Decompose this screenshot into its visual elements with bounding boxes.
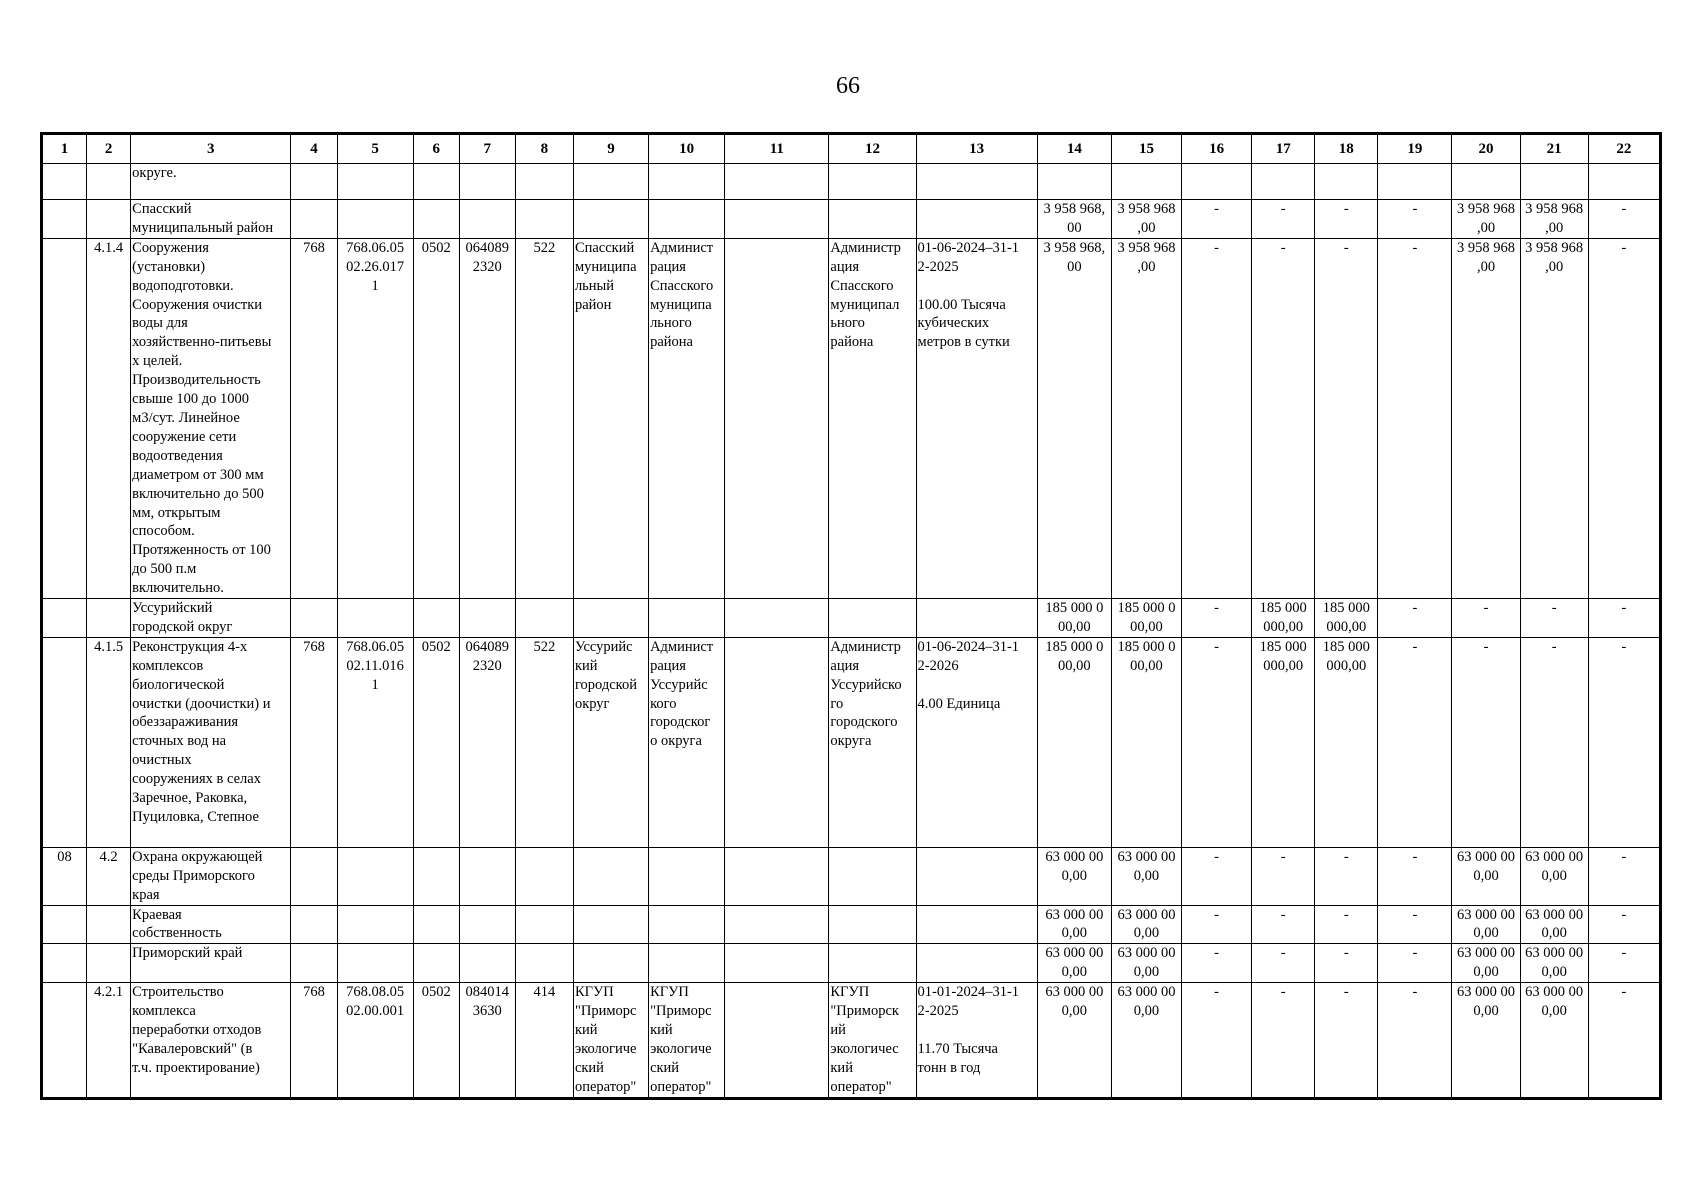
code-cell: 0502	[413, 983, 459, 1098]
developer-cell	[829, 944, 916, 983]
amount-cell: -	[1520, 599, 1588, 638]
amount-cell: 3 958 968 ,00	[1452, 200, 1520, 239]
developer-cell	[829, 200, 916, 239]
item-description: Уссурийский городской округ	[131, 599, 291, 638]
recipient-cell	[573, 200, 648, 239]
amount-cell	[1037, 164, 1111, 200]
amount-cell: -	[1182, 905, 1252, 944]
term-capacity-cell: 01-06-2024–31-1 2-2026 4.00 Единица	[916, 637, 1037, 847]
column-header: 22	[1588, 134, 1660, 164]
amount-cell: -	[1315, 200, 1378, 239]
amount-cell: -	[1315, 905, 1378, 944]
code-cell	[337, 164, 413, 200]
amount-cell: -	[1378, 637, 1452, 847]
code-cell: 768.08.05 02.00.001	[337, 983, 413, 1098]
item-number	[87, 599, 131, 638]
section-code	[42, 637, 87, 847]
term-capacity-cell	[916, 944, 1037, 983]
column-header: 16	[1182, 134, 1252, 164]
amount-cell: 63 000 00 0,00	[1111, 905, 1181, 944]
code-cell	[459, 905, 515, 944]
amount-cell: 63 000 00 0,00	[1520, 847, 1588, 905]
table-row	[42, 983, 1661, 1098]
amount-cell: -	[1252, 944, 1315, 983]
recipient-cell	[573, 944, 648, 983]
table-row	[42, 238, 1661, 598]
customer-cell	[649, 905, 725, 944]
code-cell	[515, 944, 573, 983]
section-code	[42, 238, 87, 598]
developer-cell: Администр ация Спасского муниципал ьного района	[829, 238, 916, 598]
amount-cell: 3 958 968 ,00	[1520, 238, 1588, 598]
code-cell	[459, 599, 515, 638]
amount-cell: 63 000 00 0,00	[1452, 847, 1520, 905]
column-header: 11	[725, 134, 829, 164]
code-cell	[291, 200, 337, 239]
code-cell	[515, 905, 573, 944]
column-header: 4	[291, 134, 337, 164]
table-row	[42, 944, 1661, 983]
code-cell	[291, 847, 337, 905]
amount-cell: 185 000 000,00	[1315, 637, 1378, 847]
code-cell: 414	[515, 983, 573, 1098]
column-header: 18	[1315, 134, 1378, 164]
section-code	[42, 905, 87, 944]
amount-cell: -	[1252, 238, 1315, 598]
item-description: Строительство комплекса переработки отходов "Кавалеровский" (в т.ч. проектирование)	[131, 983, 291, 1098]
amount-cell: -	[1182, 200, 1252, 239]
amount-cell	[1378, 164, 1452, 200]
recipient-cell	[573, 847, 648, 905]
section-code	[42, 983, 87, 1098]
code-cell	[337, 847, 413, 905]
column-header: 12	[829, 134, 916, 164]
header-row	[42, 134, 1661, 164]
code-cell	[459, 847, 515, 905]
amount-cell: -	[1588, 200, 1660, 239]
amount-cell: -	[1588, 983, 1660, 1098]
code-cell: 064089 2320	[459, 238, 515, 598]
amount-cell: -	[1315, 983, 1378, 1098]
column-header: 9	[573, 134, 648, 164]
column-header: 7	[459, 134, 515, 164]
code-cell: 768.06.05 02.11.016 1	[337, 637, 413, 847]
code-cell	[413, 164, 459, 200]
item-number: 4.2	[87, 847, 131, 905]
code-cell	[413, 200, 459, 239]
empty-cell	[725, 983, 829, 1098]
recipient-cell: Уссурийс кий городской округ	[573, 637, 648, 847]
code-cell	[413, 905, 459, 944]
code-cell: 768	[291, 983, 337, 1098]
amount-cell	[1182, 164, 1252, 200]
code-cell: 768	[291, 238, 337, 598]
empty-cell	[725, 944, 829, 983]
amount-cell: 185 000 0 00,00	[1037, 599, 1111, 638]
table-body	[42, 164, 1661, 1099]
item-description: Краевая собственность	[131, 905, 291, 944]
code-cell	[515, 200, 573, 239]
code-cell	[291, 944, 337, 983]
code-cell: 0502	[413, 637, 459, 847]
amount-cell: -	[1588, 944, 1660, 983]
amount-cell: -	[1182, 983, 1252, 1098]
amount-cell: 63 000 00 0,00	[1111, 983, 1181, 1098]
item-number	[87, 944, 131, 983]
recipient-cell	[573, 905, 648, 944]
section-code: 08	[42, 847, 87, 905]
amount-cell: 63 000 00 0,00	[1037, 847, 1111, 905]
code-cell	[291, 905, 337, 944]
table-row	[42, 637, 1661, 847]
amount-cell: 3 958 968, 00	[1037, 238, 1111, 598]
term-capacity-cell: 01-01-2024–31-1 2-2025 11.70 Тысяча тонн в год	[916, 983, 1037, 1098]
amount-cell: 63 000 00 0,00	[1111, 847, 1181, 905]
amount-cell: -	[1378, 983, 1452, 1098]
developer-cell	[829, 905, 916, 944]
item-description: округе.	[131, 164, 291, 200]
amount-cell: -	[1588, 238, 1660, 598]
column-header: 14	[1037, 134, 1111, 164]
amount-cell	[1520, 164, 1588, 200]
code-cell: 064089 2320	[459, 637, 515, 847]
amount-cell: -	[1588, 905, 1660, 944]
item-description: Сооружения (установки) водоподготовки. Сооружения очистки воды для хозяйственно-питьевы х целей. Производительность свыше 100 до 1000 м3/сут. Линейное сооружение сети водоотведения диаметром от 300 мм включительно до 500 мм, открытым способом. Протяженность от 100 до 500 п.м включительно.	[131, 238, 291, 598]
empty-cell	[725, 905, 829, 944]
amount-cell: -	[1588, 847, 1660, 905]
amount-cell: -	[1182, 599, 1252, 638]
code-cell: 084014 3630	[459, 983, 515, 1098]
amount-cell: -	[1378, 847, 1452, 905]
amount-cell: 185 000 0 00,00	[1111, 637, 1181, 847]
amount-cell: -	[1520, 637, 1588, 847]
amount-cell: -	[1182, 238, 1252, 598]
amount-cell: 63 000 00 0,00	[1452, 905, 1520, 944]
customer-cell: КГУП "Приморс кий экологиче ский оператор"	[649, 983, 725, 1098]
amount-cell: 63 000 00 0,00	[1111, 944, 1181, 983]
amount-cell: 3 958 968, 00	[1037, 200, 1111, 239]
empty-cell	[725, 200, 829, 239]
empty-cell	[725, 238, 829, 598]
column-header: 2	[87, 134, 131, 164]
code-cell	[337, 944, 413, 983]
term-capacity-cell	[916, 200, 1037, 239]
code-cell	[291, 164, 337, 200]
item-number	[87, 200, 131, 239]
amount-cell: 63 000 00 0,00	[1037, 983, 1111, 1098]
amount-cell: -	[1252, 200, 1315, 239]
customer-cell	[649, 200, 725, 239]
amount-cell: -	[1182, 637, 1252, 847]
amount-cell: 63 000 00 0,00	[1452, 983, 1520, 1098]
recipient-cell	[573, 599, 648, 638]
item-description: Спасский муниципальный район	[131, 200, 291, 239]
developer-cell: КГУП "Приморск ий экологичес кий оператор"	[829, 983, 916, 1098]
table-row	[42, 200, 1661, 239]
table-row	[42, 164, 1661, 200]
column-header: 17	[1252, 134, 1315, 164]
code-cell: 522	[515, 637, 573, 847]
code-cell	[291, 599, 337, 638]
amount-cell: -	[1588, 637, 1660, 847]
amount-cell: -	[1378, 905, 1452, 944]
column-header: 20	[1452, 134, 1520, 164]
developer-cell	[829, 847, 916, 905]
customer-cell	[649, 164, 725, 200]
amount-cell	[1252, 164, 1315, 200]
amount-cell: -	[1252, 847, 1315, 905]
amount-cell: -	[1182, 847, 1252, 905]
empty-cell	[725, 599, 829, 638]
column-header: 1	[42, 134, 87, 164]
term-capacity-cell	[916, 847, 1037, 905]
amount-cell: 3 958 968 ,00	[1520, 200, 1588, 239]
code-cell	[413, 944, 459, 983]
column-header: 6	[413, 134, 459, 164]
section-code	[42, 200, 87, 239]
customer-cell	[649, 599, 725, 638]
column-header: 3	[131, 134, 291, 164]
recipient-cell	[573, 164, 648, 200]
code-cell	[515, 847, 573, 905]
amount-cell: 63 000 00 0,00	[1452, 944, 1520, 983]
term-capacity-cell	[916, 905, 1037, 944]
budget-table	[40, 132, 1662, 1100]
recipient-cell: КГУП "Приморс кий экологиче ский оператор"	[573, 983, 648, 1098]
amount-cell: -	[1588, 599, 1660, 638]
code-cell: 0502	[413, 238, 459, 598]
code-cell	[515, 164, 573, 200]
empty-cell	[725, 847, 829, 905]
amount-cell: -	[1378, 599, 1452, 638]
section-code	[42, 944, 87, 983]
amount-cell: -	[1378, 944, 1452, 983]
amount-cell	[1111, 164, 1181, 200]
item-description: Приморский край	[131, 944, 291, 983]
amount-cell: -	[1378, 238, 1452, 598]
code-cell	[337, 905, 413, 944]
developer-cell: Администр ация Уссурийско го городского округа	[829, 637, 916, 847]
page-number: 66	[836, 73, 860, 99]
amount-cell: 185 000 0 00,00	[1037, 637, 1111, 847]
amount-cell	[1452, 164, 1520, 200]
amount-cell: 185 000 000,00	[1252, 637, 1315, 847]
amount-cell: 63 000 00 0,00	[1520, 944, 1588, 983]
column-header: 13	[916, 134, 1037, 164]
column-header: 19	[1378, 134, 1452, 164]
customer-cell: Админист рация Спасского муниципа льного района	[649, 238, 725, 598]
amount-cell: 185 000 0 00,00	[1111, 599, 1181, 638]
section-code	[42, 599, 87, 638]
code-cell: 522	[515, 238, 573, 598]
amount-cell: -	[1252, 905, 1315, 944]
item-description: Охрана окружающей среды Приморского края	[131, 847, 291, 905]
amount-cell: 185 000 000,00	[1315, 599, 1378, 638]
amount-cell: -	[1315, 944, 1378, 983]
code-cell	[413, 847, 459, 905]
code-cell	[337, 200, 413, 239]
code-cell	[459, 164, 515, 200]
item-number	[87, 164, 131, 200]
code-cell	[515, 599, 573, 638]
amount-cell: -	[1182, 944, 1252, 983]
column-header: 5	[337, 134, 413, 164]
amount-cell: 63 000 00 0,00	[1037, 944, 1111, 983]
item-number: 4.1.4	[87, 238, 131, 598]
amount-cell: -	[1252, 983, 1315, 1098]
code-cell: 768.06.05 02.26.017 1	[337, 238, 413, 598]
column-header: 15	[1111, 134, 1181, 164]
code-cell	[413, 599, 459, 638]
amount-cell	[1315, 164, 1378, 200]
customer-cell	[649, 847, 725, 905]
customer-cell	[649, 944, 725, 983]
code-cell	[459, 944, 515, 983]
item-description: Реконструкция 4-х комплексов биологической очистки (доочистки) и обеззараживания сточных вод на очистных сооружениях в селах Заречное, Раковка, Пуциловка, Степное	[131, 637, 291, 847]
code-cell	[337, 599, 413, 638]
item-number: 4.2.1	[87, 983, 131, 1098]
empty-cell	[725, 164, 829, 200]
amount-cell: -	[1315, 847, 1378, 905]
customer-cell: Админист рация Уссурийс кого городског о округа	[649, 637, 725, 847]
amount-cell: 63 000 00 0,00	[1520, 983, 1588, 1098]
developer-cell	[829, 599, 916, 638]
amount-cell: -	[1452, 599, 1520, 638]
amount-cell: -	[1315, 238, 1378, 598]
amount-cell: -	[1452, 637, 1520, 847]
code-cell	[459, 200, 515, 239]
amount-cell: 3 958 968 ,00	[1452, 238, 1520, 598]
code-cell: 768	[291, 637, 337, 847]
item-number	[87, 905, 131, 944]
amount-cell	[1588, 164, 1660, 200]
term-capacity-cell	[916, 164, 1037, 200]
table-row	[42, 599, 1661, 638]
column-header: 21	[1520, 134, 1588, 164]
table-row	[42, 847, 1661, 905]
column-header: 10	[649, 134, 725, 164]
term-capacity-cell: 01-06-2024–31-1 2-2025 100.00 Тысяча кубических метров в сутки	[916, 238, 1037, 598]
table-row	[42, 905, 1661, 944]
empty-cell	[725, 637, 829, 847]
amount-cell: 63 000 00 0,00	[1520, 905, 1588, 944]
term-capacity-cell	[916, 599, 1037, 638]
column-header: 8	[515, 134, 573, 164]
amount-cell: 63 000 00 0,00	[1037, 905, 1111, 944]
section-code	[42, 164, 87, 200]
recipient-cell: Спасский муниципа льный район	[573, 238, 648, 598]
amount-cell: 3 958 968 ,00	[1111, 200, 1181, 239]
amount-cell: 3 958 968 ,00	[1111, 238, 1181, 598]
item-number: 4.1.5	[87, 637, 131, 847]
developer-cell	[829, 164, 916, 200]
amount-cell: -	[1378, 200, 1452, 239]
amount-cell: 185 000 000,00	[1252, 599, 1315, 638]
